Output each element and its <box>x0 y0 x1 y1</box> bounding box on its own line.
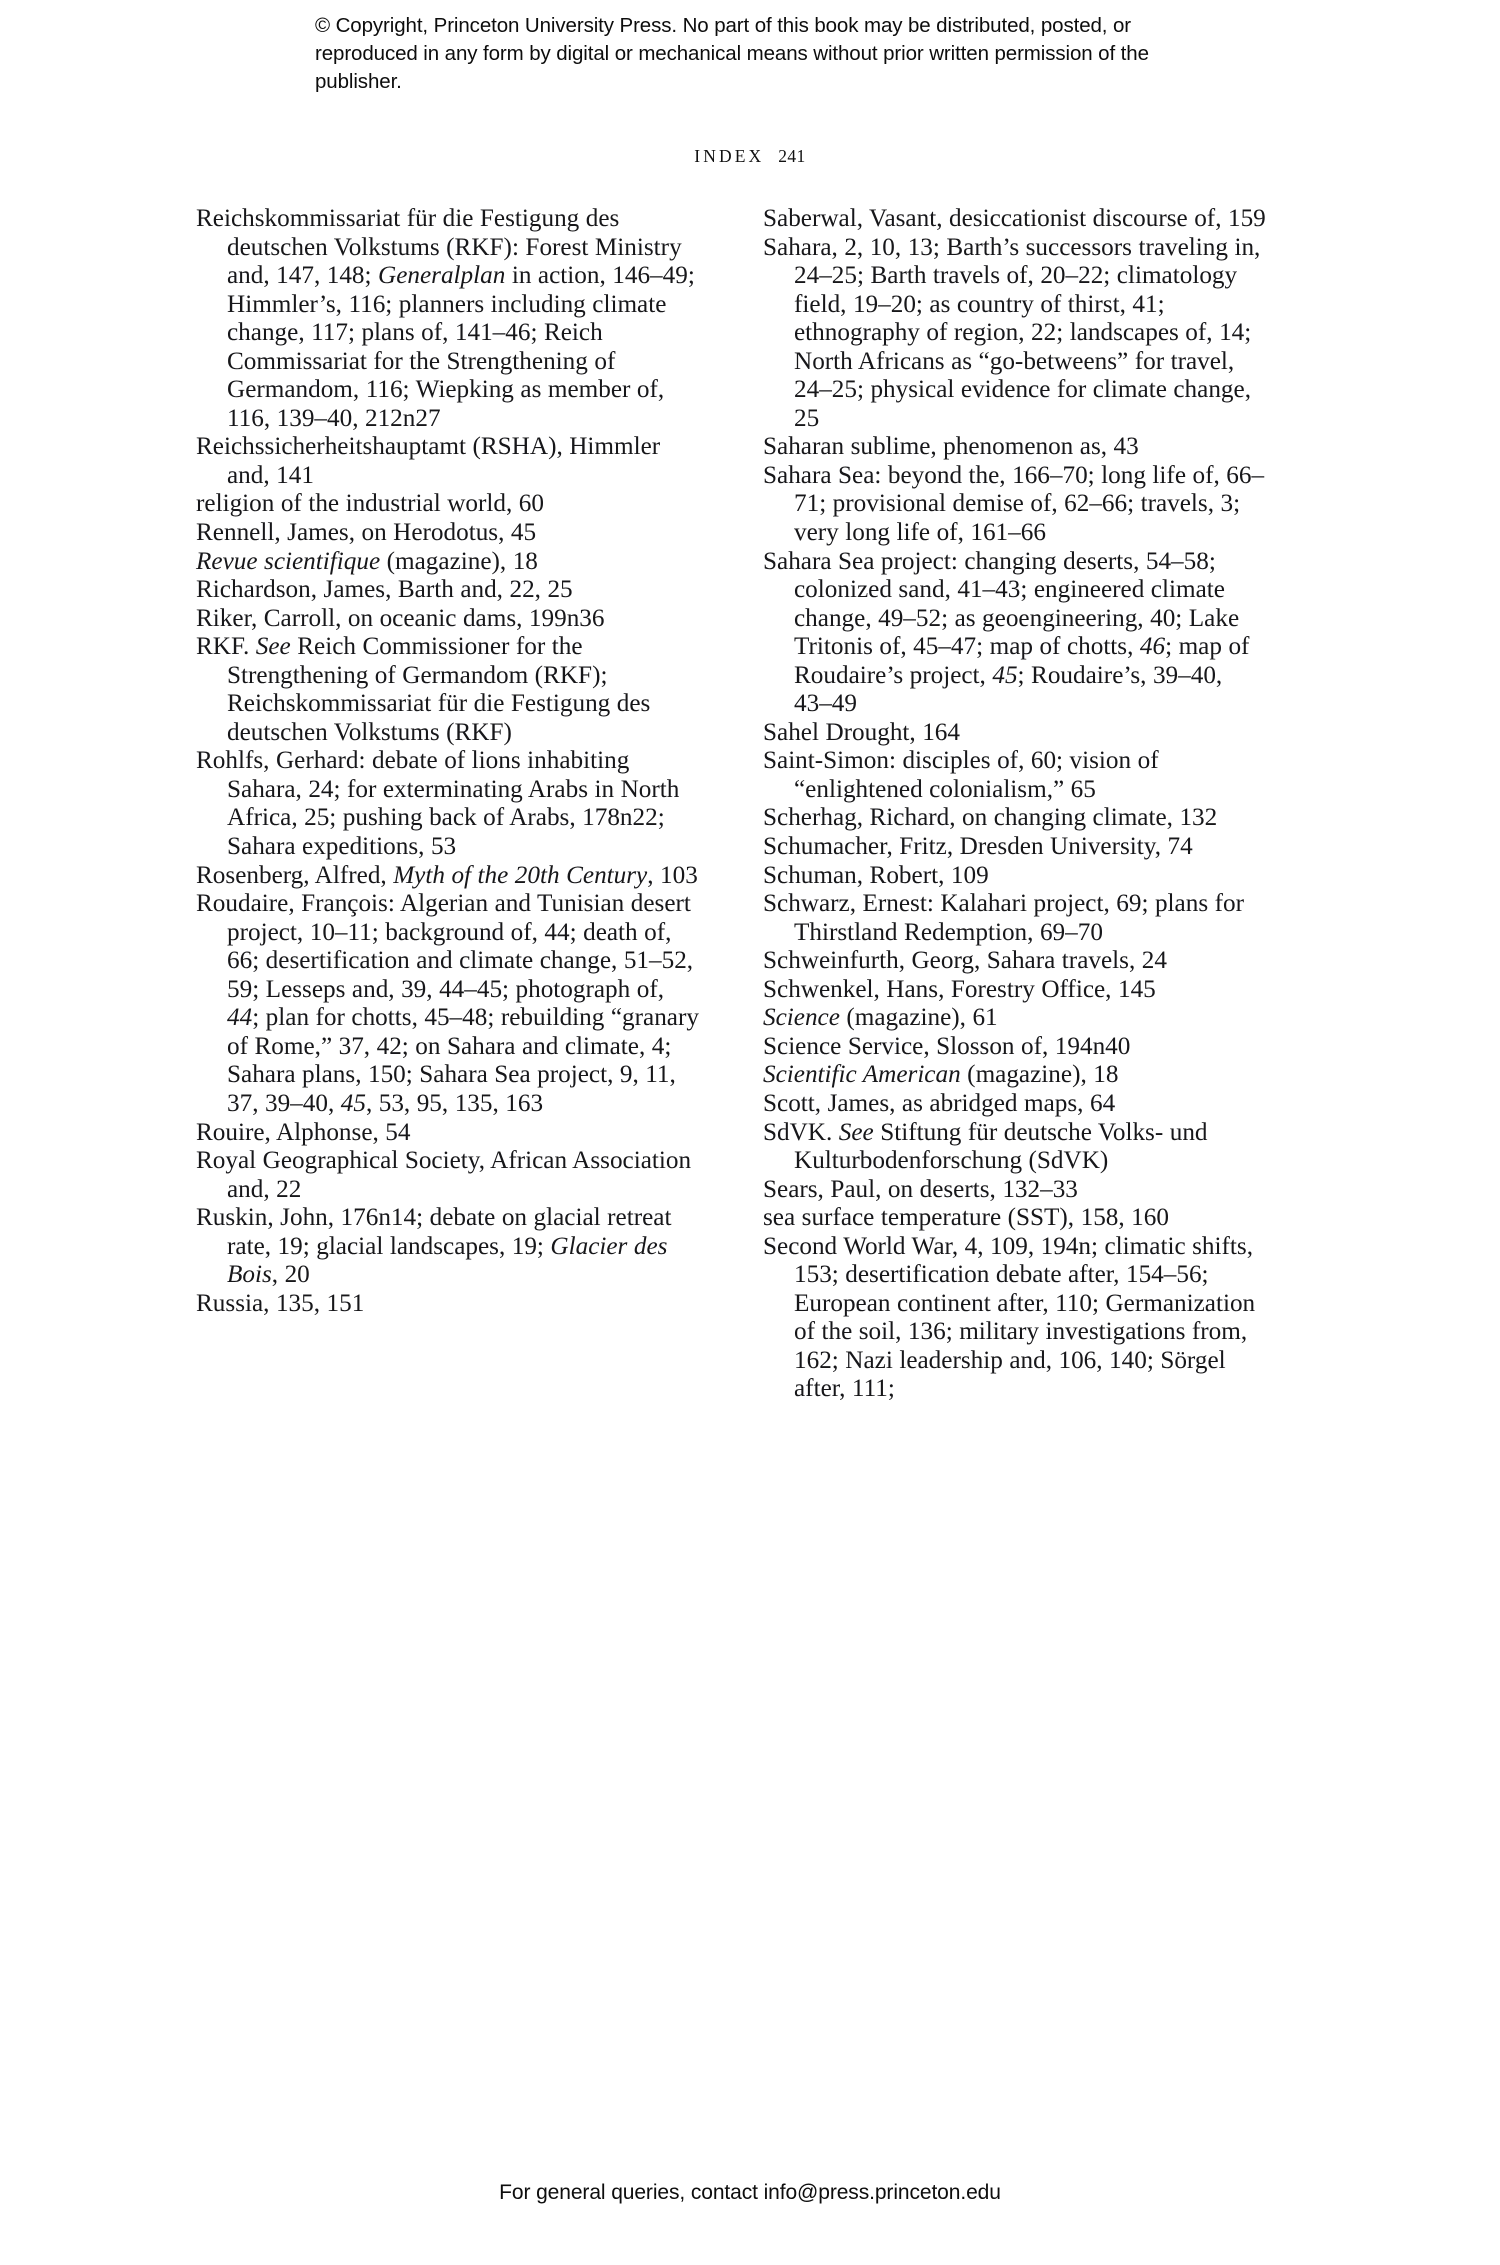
index-entry: Saberwal, Vasant, desiccationist discourse of, 159 <box>763 205 1266 232</box>
index-entry: Rohlfs, Gerhard: debate of lions inhabiting Sahara, 24; for exterminating Arabs in North Africa, 25; pushing back of Arabs, 178n22; Sahara expeditions, 53 <box>196 747 680 861</box>
page-number: 241 <box>778 146 806 166</box>
index-entry: Schuman, Robert, 109 <box>763 861 989 889</box>
index-entry: RKF. See Reich Commissioner for the Strengthening of Germandom (RKF); Reichskommissariat für die Festigung des deutschen Volkstums (RKF) <box>196 633 651 746</box>
index-entry: Richardson, James, Barth and, 22, 25 <box>196 576 573 604</box>
index-entry: Science (magazine), 61 <box>763 1004 998 1032</box>
index-entry: Royal Geographical Society, African Association and, 22 <box>196 1147 692 1203</box>
index-entry: Sahara Sea: beyond the, 166–70; long life of, 66–71; provisional demise of, 62–66; travels, 3; very long life of, 161–66 <box>763 461 1265 547</box>
index-entry: Scott, James, as abridged maps, 64 <box>763 1089 1116 1117</box>
footer-notice: For general queries, contact info@press.princeton.edu <box>499 2181 1001 2204</box>
index-entry: Second World War, 4, 109, 194n; climatic shifts, 153; desertification debate after, 154–56; European continent after, 110; Germanization of the soil, 136; military investigations from, 162; Nazi leadership and, 106, 140; Sörgel after, 111; <box>763 1232 1256 1403</box>
running-head <box>0 146 1500 167</box>
index-entry: Roudaire, François: Algerian and Tunisian desert project, 10–11; background of, 44; death of, 66; desertification and climate change, 51–52, 59; Lesseps and, 39, 44–45; photograph of, 44; plan for chotts, 45–48; rebuilding “granary of Rome,” 37, 42; on Sahara and climate, 4; Sahara plans, 150; Sahara Sea project, 9, 11, 37, 39–40, 45, 53, 95, 135, 163 <box>196 890 699 1117</box>
index-entry: Schumacher, Fritz, Dresden University, 74 <box>763 833 1193 861</box>
index-entry: Reichskommissariat für die Festigung des deutschen Volkstums (RKF): Forest Ministry and, 147, 148; Generalplan in action, 146–49; Himmler’s, 116; planners including climate change, 117; plans of, 141–46; Reich Commissariat for the Strengthening of Germandom, 116; Wiepking as member of, 116, 139–40, 212n27 <box>196 205 695 432</box>
copyright-notice: © Copyright, Princeton University Press. No part of this book may be distributed, posted, or reproduced in any form by digital or mechanical means without prior written permission of the publisher. <box>315 14 1149 93</box>
index-entry: Russia, 135, 151 <box>196 1289 365 1317</box>
index-entry: Sahara Sea project: changing deserts, 54–58; colonized sand, 41–43; engineered climate change, 49–52; as geoengineering, 40; Lake Tritonis of, 45–47; map of chotts, 46; map of Roudaire’s project, 45; Roudaire’s, 39–40, 43–49 <box>763 547 1250 718</box>
index-entry: Scientific American (magazine), 18 <box>763 1061 1119 1089</box>
index-entry: Rennell, James, on Herodotus, 45 <box>196 519 537 547</box>
index-entry: Science Service, Slosson of, 194n40 <box>763 1032 1131 1060</box>
index-entry: Ruskin, John, 176n14; debate on glacial retreat rate, 19; glacial landscapes, 19; Glacier des Bois, 20 <box>196 1204 672 1289</box>
index-entry: SdVK. See Stiftung für deutsche Volks- und Kulturbodenforschung (SdVK) <box>763 1118 1208 1175</box>
index-entry: Schwarz, Ernest: Kalahari project, 69; plans for Thirstland Redemption, 69–70 <box>763 890 1244 946</box>
index-entry: Sahel Drought, 164 <box>763 718 960 746</box>
index-entry: Rouire, Alphonse, 54 <box>196 1118 411 1146</box>
index-entry: Revue scientifique (magazine), 18 <box>196 547 538 575</box>
running-head-label: INDEX <box>694 146 765 166</box>
index-entry: sea surface temperature (SST), 158, 160 <box>763 1204 1169 1232</box>
index-entry: religion of the industrial world, 60 <box>196 490 544 518</box>
index-columns <box>196 205 1266 1404</box>
index-entry: Riker, Carroll, on oceanic dams, 199n36 <box>196 604 605 632</box>
index-column-left <box>196 205 699 1318</box>
index-entry: Schwenkel, Hans, Forestry Office, 145 <box>763 975 1156 1003</box>
index-entry: Saharan sublime, phenomenon as, 43 <box>763 433 1139 461</box>
index-entry: Reichssicherheitshauptamt (RSHA), Himmler and, 141 <box>196 433 661 489</box>
index-entry: Sahara, 2, 10, 13; Barth’s successors traveling in, 24–25; Barth travels of, 20–22; climatology field, 19–20; as country of thirst, 41; ethnography of region, 22; landscapes of, 14; North Africans as “go-betweens” for travel, 24–25; physical evidence for climate change, 25 <box>763 233 1261 432</box>
index-entry: Sears, Paul, on deserts, 132–33 <box>763 1175 1078 1203</box>
index-entry: Rosenberg, Alfred, Myth of the 20th Century, 103 <box>196 861 698 889</box>
index-entry: Scherhag, Richard, on changing climate, 132 <box>763 804 1218 832</box>
index-column-right <box>763 205 1266 1404</box>
index-entry: Schweinfurth, Georg, Sahara travels, 24 <box>763 947 1167 975</box>
index-entry: Saint-Simon: disciples of, 60; vision of “enlightened colonialism,” 65 <box>763 747 1159 803</box>
